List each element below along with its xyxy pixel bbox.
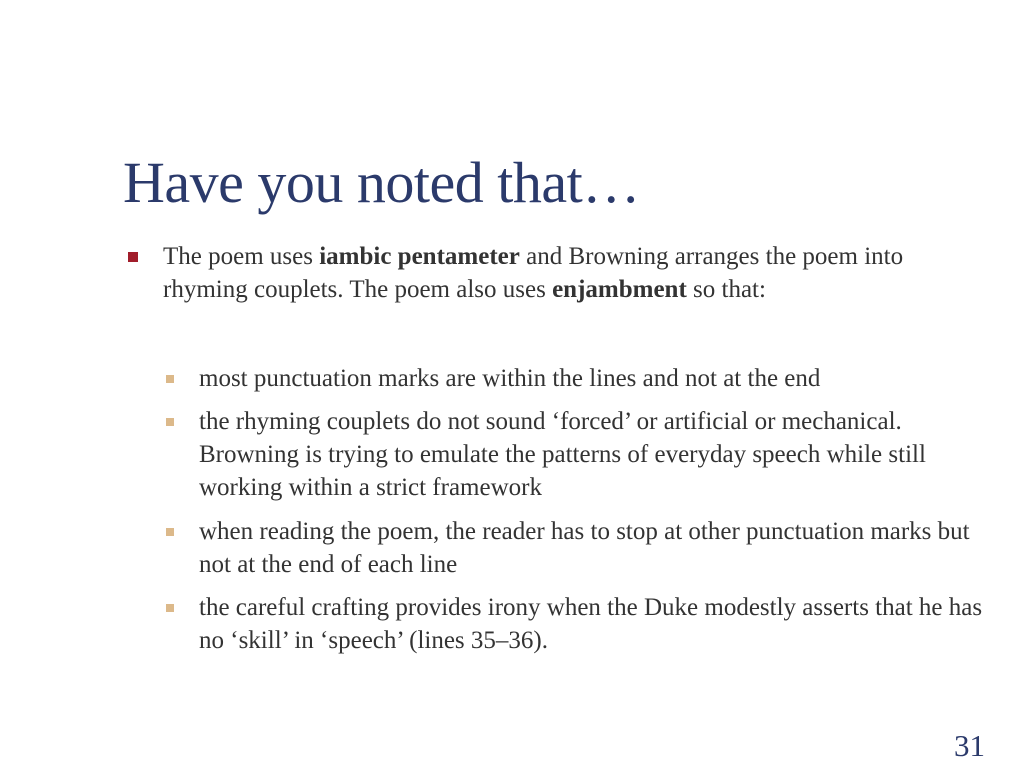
sub-bullet-text: the careful crafting provides irony when the Duke modestly asserts that he has no ‘skill’ in ‘speech’ (lines 35–36). bbox=[199, 594, 983, 654]
small-square-bullet-icon bbox=[166, 375, 174, 383]
bullet-bold-term: iambic pentameter bbox=[319, 243, 520, 270]
sub-bullet-text: when reading the poem, the reader has to stop at other punctuation marks but not at the end of each line bbox=[199, 518, 970, 578]
page-number: 31 bbox=[954, 728, 985, 763]
bullet-text-part: The poem uses bbox=[163, 243, 320, 270]
bullet-main-text bbox=[163, 240, 963, 306]
slide-title: Have you noted that… bbox=[123, 150, 640, 215]
bullet-text-part: so that: bbox=[686, 276, 766, 303]
sub-bullet-text: most punctuation marks are within the lines and not at the end bbox=[199, 365, 821, 392]
small-square-bullet-icon bbox=[166, 528, 174, 536]
square-bullet-icon bbox=[128, 252, 138, 262]
bullet-bold-term: enjambment bbox=[552, 276, 687, 303]
small-square-bullet-icon bbox=[166, 418, 174, 426]
bullet-text-part: and Browning arranges the poem into rhyming couplets. The poem also uses bbox=[163, 243, 904, 303]
sub-bullet-text: the rhyming couplets do not sound ‘forced’ or artificial or mechanical. Browning is trying to emulate the patterns of everyday speech while still working within a strict framework bbox=[199, 408, 926, 501]
small-square-bullet-icon bbox=[166, 604, 174, 612]
